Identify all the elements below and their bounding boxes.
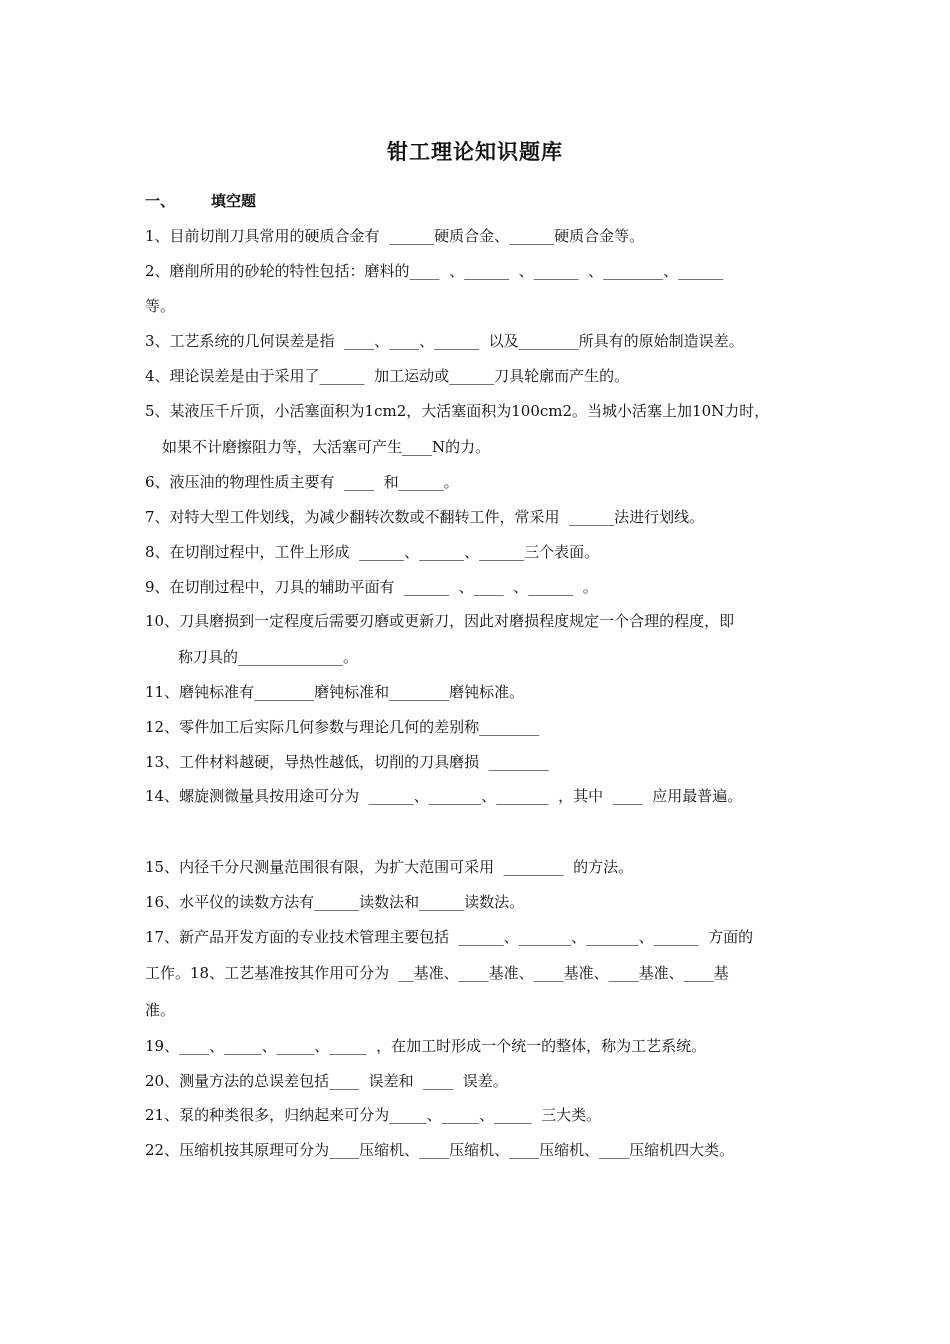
question-line: 16、水平仪的读数方法有______读数法和______读数法。 <box>145 893 525 911</box>
question-line: 8、在切削过程中，工件上形成 ______、______、______三个表面。 <box>145 543 600 561</box>
question-line: 4、理论误差是由于采用了______ 加工运动或______刀具轮廓而产生的。 <box>145 367 630 385</box>
question-line: 20、测量方法的总误差包括____ 误差和 ____ 误差。 <box>145 1072 508 1090</box>
question-line: 19、____、_____、_____、_____ ，在加工时形成一个统一的整体，称为工艺系统。 <box>145 1037 707 1055</box>
question-line: 2、磨削所用的砂轮的特性包括：磨料的____ 、______ 、______ 、________、______ <box>145 262 724 280</box>
question-line: 21、泵的种类很多，归纳起来可分为_____、_____、_____ 三大类。 <box>145 1106 602 1124</box>
question-line: 准。 <box>145 1001 176 1019</box>
section-heading <box>145 190 256 211</box>
question-line: 10、刀具磨损到一定程度后需要刃磨或更新刀，因此对磨损程度规定一个合理的程度，即 <box>145 612 735 630</box>
question-line: 6、液压油的物理性质主要有 ____ 和______。 <box>145 473 459 491</box>
question-line: 17、新产品开发方面的专业技术管理主要包括 ______、_______、_______、______ 方面的 <box>145 928 754 946</box>
section-number: 一、 <box>145 192 176 210</box>
question-line: 14、螺旋测微量具按用途可分为 ______、_______、_______ ，其中 ____ 应用最普遍。 <box>145 787 743 805</box>
question-line: 等。 <box>145 297 176 315</box>
question-line: 如果不计磨擦阻力等，大活塞可产生____N的力。 <box>162 438 491 456</box>
question-line: 11、磨钝标准有________磨钝标准和________磨钝标准。 <box>145 683 525 701</box>
page-title: 钳工理论知识题库 <box>387 139 563 164</box>
question-line: 工作。18、工艺基准按其作用可分为 __基准、____基准、____基准、____基准、____基 <box>145 964 729 982</box>
question-line: 5、某液压千斤顶，小活塞面积为1cm2，大活塞面积为100cm2。当城小活塞上加10N力时， <box>145 402 770 420</box>
question-line: 3、工艺系统的几何误差是指 ____、____、______ 以及________所具有的原始制造误差。 <box>145 332 744 350</box>
question-line: 7、对特大型工件划线，为减少翻转次数或不翻转工件，常采用 ______法进行划线。 <box>145 508 705 526</box>
question-line: 12、零件加工后实际几何参数与理论几何的差别称________ <box>145 718 540 736</box>
question-line: 15、内径千分尺测量范围很有限，为扩大范围可采用 ________ 的方法。 <box>145 858 634 876</box>
question-line: 9、在切削过程中，刀具的辅助平面有 ______ 、____ 、______ 。 <box>145 578 598 596</box>
question-line: 称刀具的______________。 <box>178 648 359 666</box>
question-line: 1、目前切削刀具常用的硬质合金有 ______硬质合金、______硬质合金等。 <box>145 227 645 245</box>
question-line: 13、工件材料越硬，导热性越低，切削的刀具磨损 ________ <box>145 753 549 771</box>
section-label: 填空题 <box>211 192 257 210</box>
question-line: 22、压缩机按其原理可分为____压缩机、____压缩机、____压缩机、____压缩机四大类。 <box>145 1141 735 1159</box>
